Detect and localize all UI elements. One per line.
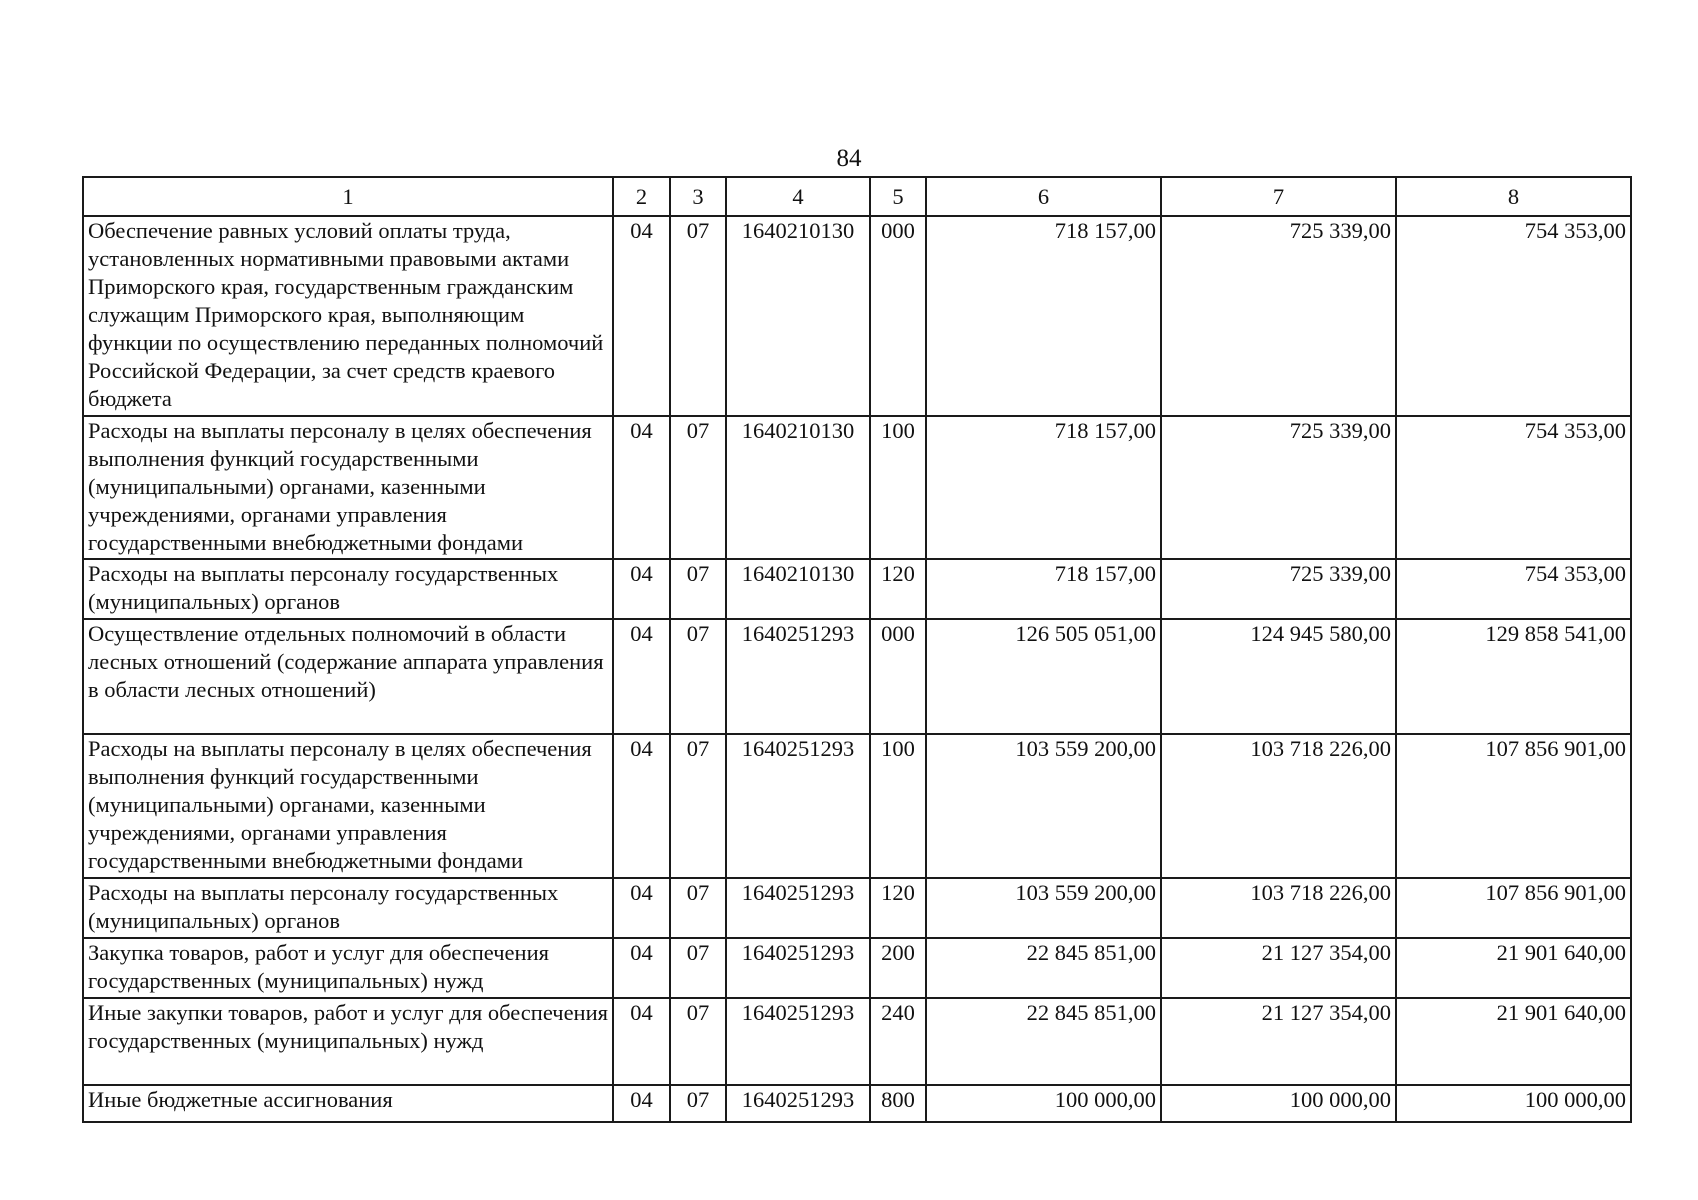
amount-cell: 103 559 200,00 <box>926 734 1161 878</box>
budget-table <box>82 176 1632 1123</box>
column-header: 2 <box>613 177 670 216</box>
amount-cell: 103 718 226,00 <box>1161 734 1396 878</box>
column-header: 1 <box>83 177 613 216</box>
code-cell: 04 <box>613 998 670 1085</box>
row-name: Расходы на выплаты персоналу в целях обеспечения выполнения функций государственными (муниципальными) органами, казенными учреждениями, органами управления государственными внебюджетными фондами <box>83 734 613 878</box>
column-header: 6 <box>926 177 1161 216</box>
amount-cell: 107 856 901,00 <box>1396 734 1631 878</box>
table-row <box>83 998 1631 1085</box>
column-header: 5 <box>870 177 926 216</box>
amount-cell: 103 718 226,00 <box>1161 878 1396 938</box>
row-name: Иные закупки товаров, работ и услуг для обеспечения государственных (муниципальных) нужд <box>83 998 613 1085</box>
code-cell: 1640251293 <box>726 938 870 998</box>
code-cell: 04 <box>613 938 670 998</box>
amount-cell: 22 845 851,00 <box>926 938 1161 998</box>
column-header: 7 <box>1161 177 1396 216</box>
amount-cell: 718 157,00 <box>926 559 1161 619</box>
amount-cell: 718 157,00 <box>926 216 1161 416</box>
row-name: Расходы на выплаты персоналу государственных (муниципальных) органов <box>83 559 613 619</box>
code-cell: 07 <box>670 878 726 938</box>
amount-cell: 754 353,00 <box>1396 216 1631 416</box>
amount-cell: 754 353,00 <box>1396 559 1631 619</box>
code-cell: 04 <box>613 216 670 416</box>
code-cell: 04 <box>613 878 670 938</box>
code-cell: 240 <box>870 998 926 1085</box>
table-row <box>83 559 1631 619</box>
code-cell: 07 <box>670 619 726 734</box>
code-cell: 07 <box>670 216 726 416</box>
code-cell: 1640251293 <box>726 619 870 734</box>
code-cell: 07 <box>670 998 726 1085</box>
code-cell: 800 <box>870 1085 926 1122</box>
code-cell: 1640251293 <box>726 998 870 1085</box>
code-cell: 04 <box>613 734 670 878</box>
amount-cell: 21 901 640,00 <box>1396 998 1631 1085</box>
code-cell: 1640210130 <box>726 559 870 619</box>
code-cell: 04 <box>613 1085 670 1122</box>
amount-cell: 100 000,00 <box>1396 1085 1631 1122</box>
code-cell: 07 <box>670 1085 726 1122</box>
table-row <box>83 734 1631 878</box>
row-name: Обеспечение равных условий оплаты труда, установленных нормативными правовыми актами Приморского края, государственным гражданским служащим Приморского края, выполняющим функции по осуществлению переданных полномочий Российской Федерации, за счет средств краевого бюджета <box>83 216 613 416</box>
table-row <box>83 416 1631 559</box>
amount-cell: 129 858 541,00 <box>1396 619 1631 734</box>
amount-cell: 718 157,00 <box>926 416 1161 559</box>
table-row <box>83 938 1631 998</box>
amount-cell: 725 339,00 <box>1161 416 1396 559</box>
row-name: Расходы на выплаты персоналу государственных (муниципальных) органов <box>83 878 613 938</box>
amount-cell: 126 505 051,00 <box>926 619 1161 734</box>
amount-cell: 21 127 354,00 <box>1161 998 1396 1085</box>
code-cell: 07 <box>670 416 726 559</box>
code-cell: 07 <box>670 559 726 619</box>
amount-cell: 103 559 200,00 <box>926 878 1161 938</box>
code-cell: 1640251293 <box>726 734 870 878</box>
code-cell: 000 <box>870 619 926 734</box>
code-cell: 100 <box>870 734 926 878</box>
amount-cell: 754 353,00 <box>1396 416 1631 559</box>
table-row <box>83 619 1631 734</box>
table-row <box>83 878 1631 938</box>
code-cell: 04 <box>613 559 670 619</box>
code-cell: 04 <box>613 416 670 559</box>
amount-cell: 100 000,00 <box>1161 1085 1396 1122</box>
code-cell: 000 <box>870 216 926 416</box>
code-cell: 1640251293 <box>726 1085 870 1122</box>
amount-cell: 21 127 354,00 <box>1161 938 1396 998</box>
row-name: Иные бюджетные ассигнования <box>83 1085 613 1122</box>
amount-cell: 21 901 640,00 <box>1396 938 1631 998</box>
code-cell: 04 <box>613 619 670 734</box>
code-cell: 120 <box>870 559 926 619</box>
code-cell: 200 <box>870 938 926 998</box>
code-cell: 1640210130 <box>726 416 870 559</box>
page-number: 84 <box>836 145 862 172</box>
header-row <box>83 177 1631 216</box>
row-name: Расходы на выплаты персоналу в целях обеспечения выполнения функций государственными (муниципальными) органами, казенными учреждениями, органами управления государственными внебюджетными фондами <box>83 416 613 559</box>
amount-cell: 725 339,00 <box>1161 559 1396 619</box>
column-header: 8 <box>1396 177 1631 216</box>
amount-cell: 22 845 851,00 <box>926 998 1161 1085</box>
row-name: Закупка товаров, работ и услуг для обеспечения государственных (муниципальных) нужд <box>83 938 613 998</box>
amount-cell: 124 945 580,00 <box>1161 619 1396 734</box>
code-cell: 1640251293 <box>726 878 870 938</box>
amount-cell: 100 000,00 <box>926 1085 1161 1122</box>
code-cell: 120 <box>870 878 926 938</box>
code-cell: 100 <box>870 416 926 559</box>
table-row <box>83 216 1631 416</box>
code-cell: 07 <box>670 734 726 878</box>
amount-cell: 725 339,00 <box>1161 216 1396 416</box>
table-row <box>83 1085 1631 1122</box>
code-cell: 07 <box>670 938 726 998</box>
amount-cell: 107 856 901,00 <box>1396 878 1631 938</box>
row-name: Осуществление отдельных полномочий в области лесных отношений (содержание аппарата управления в области лесных отношений) <box>83 619 613 734</box>
column-header: 3 <box>670 177 726 216</box>
code-cell: 1640210130 <box>726 216 870 416</box>
column-header: 4 <box>726 177 870 216</box>
